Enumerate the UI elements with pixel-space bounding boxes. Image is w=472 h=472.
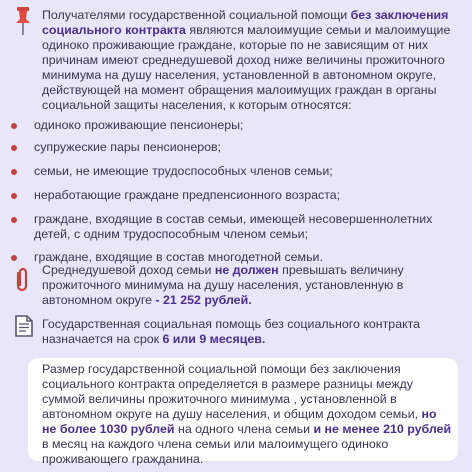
income-text-2: превышать величину прожиточного минимума на душу населения, установленную в автономном округе bbox=[42, 263, 404, 307]
pushpin-icon bbox=[13, 6, 33, 36]
card-highlight-2: и не менее 210 рублей bbox=[313, 422, 452, 436]
card-highlight-1: но не более 1030 рублей bbox=[42, 407, 437, 436]
term-text: Государственная социальная помощь без социального контракта назначается на срок bbox=[42, 317, 421, 346]
income-highlight-1: не должен bbox=[214, 263, 279, 277]
paperclip-icon bbox=[10, 267, 32, 293]
bullet-icon bbox=[11, 255, 17, 261]
intro-text-2: являются малоимущие семьи и малоимущие одиноко проживающие граждане, которые по не зависящим от них причинам имеют среднедушевой доход ниже величины прожиточного минимума на душу населения, установленной в автономном округе, действующей на момент обращения малоимущих граждан в органы социальной защиты населения, к которым относятся: bbox=[42, 23, 451, 112]
list-item-text: супружеские пары пенсионеров; bbox=[34, 140, 222, 154]
list-item-text: одиноко проживающие пенсионеры; bbox=[34, 118, 244, 132]
card-text-2: на одного члена семьи bbox=[174, 422, 314, 436]
recipient-list bbox=[0, 118, 472, 272]
list-item bbox=[0, 118, 472, 140]
term-highlight: 6 или 9 месяцев. bbox=[162, 332, 266, 346]
list-item-text: неработающие граждане предпенсионного возраста; bbox=[34, 188, 341, 202]
card-paragraph bbox=[42, 362, 452, 467]
list-item bbox=[0, 212, 472, 250]
bullet-icon bbox=[11, 169, 17, 175]
list-item-text: граждане, входящие в состав многодетной семьи. bbox=[34, 250, 323, 264]
document-icon bbox=[13, 313, 35, 339]
list-item bbox=[0, 164, 472, 188]
intro-text-1: Получателями государственной социальной помощи bbox=[42, 8, 351, 22]
bullet-icon bbox=[11, 217, 17, 223]
card-text-3: в месяц на каждого члена семьи или малоимущего одиноко проживающего гражданина. bbox=[42, 437, 389, 466]
list-item bbox=[0, 188, 472, 212]
list-item-text: граждане, входящие в состав семьи, имеющей несовершеннолетних детей, с одним трудоспособным членом семьи; bbox=[34, 212, 433, 241]
intro-paragraph bbox=[42, 8, 452, 113]
card-text-1: Размер государственной социальной помощи без заключения социального контракта определяется в размере разницы между суммой величины прожиточного минимума , установленной в автономном округе на душу населения, и общим доходом семьи, bbox=[42, 362, 422, 421]
intro-highlight: без заключения социального контракта bbox=[42, 8, 449, 37]
income-text-1: Среднедушевой доход семьи bbox=[42, 263, 215, 277]
term-paragraph bbox=[42, 317, 452, 347]
bullet-icon bbox=[11, 193, 17, 199]
bullet-icon bbox=[11, 123, 17, 129]
list-item bbox=[0, 140, 472, 164]
income-paragraph bbox=[42, 263, 452, 308]
income-highlight-2: - 21 252 рублей. bbox=[155, 293, 252, 307]
info-card bbox=[28, 358, 458, 466]
bullet-icon bbox=[11, 145, 17, 151]
list-item-text: семьи, не имеющие трудоспособных членов семьи; bbox=[34, 164, 333, 178]
